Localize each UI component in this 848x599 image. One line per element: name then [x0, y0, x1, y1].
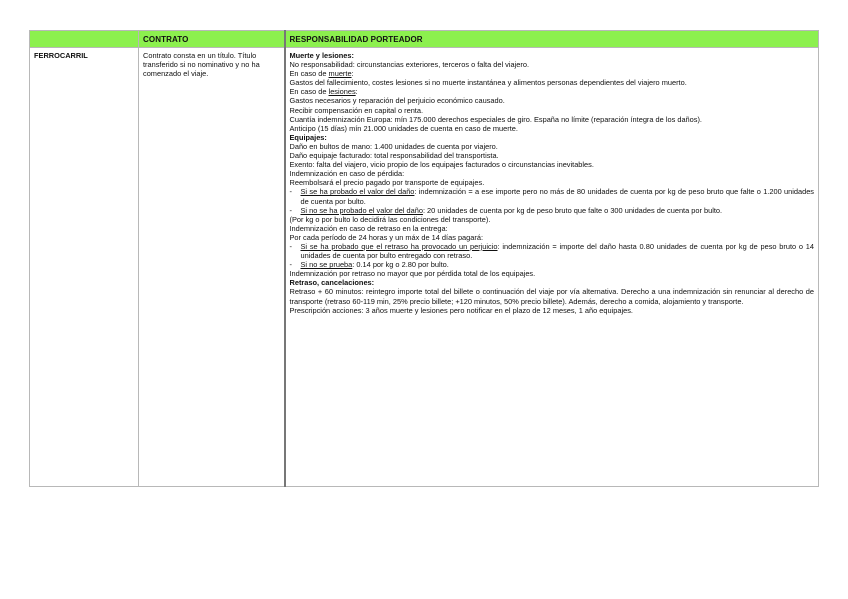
list-item-text: [301, 242, 815, 260]
text-cuantia-indemnizacion: Cuantía indemnización Europa: mín 175.000 derechos especiales de giro. España no límite (reparación íntegra de los daños).: [289, 114, 702, 124]
text-reembolsara: Reembolsará el precio pagado por transporte de equipajes.: [289, 178, 485, 188]
text-por-kg: (Por kg o por bulto lo decidirá las condiciones del transporte).: [289, 214, 491, 224]
list-item: [290, 260, 815, 269]
text-recibir-compensacion: Recibir compensación en capital o renta.: [289, 105, 424, 115]
text-en-caso-de: En caso de: [289, 69, 329, 79]
text-no-responsabilidad: No responsabilidad: circunstancias exteriores, terceros o falta del viajero.: [289, 60, 529, 70]
responsibility-table: [29, 30, 819, 487]
list-item-text: [301, 260, 815, 269]
header-row: [30, 31, 819, 48]
text-rest: : indemnización = a ese importe pero no más de 80 unidades de cuenta por kg de peso bruto que falte o 1.200 unidades de cuenta por bulto.: [300, 187, 814, 206]
text-dano-bultos: Daño en bultos de mano: 1.400 unidades de cuenta por viajero.: [289, 141, 498, 151]
text-colon: :: [351, 69, 354, 79]
text-dano-facturado: Daño equipaje facturado: total responsabilidad del transportista.: [289, 151, 499, 161]
header-contrato: CONTRATO: [139, 31, 285, 48]
text-por-cada: Por cada período de 24 horas y un máx de 14 días pagará:: [289, 232, 484, 242]
text-indem-retraso: Indemnización en caso de retraso en la entrega:: [289, 223, 448, 233]
heading-retraso-cancelaciones: Retraso, cancelaciones:: [289, 278, 375, 288]
text-gastos-necesarios: Gastos necesarios y reparación del perjuicio económico causado.: [289, 96, 505, 106]
list-item: [290, 187, 815, 205]
dash-bullet: -: [289, 205, 292, 215]
list-item-text: [301, 187, 815, 205]
text-underlined: Si no se ha probado el valor del daño: [300, 205, 423, 215]
dash-bullet: -: [289, 187, 292, 197]
text-en-caso-de: En caso de: [289, 87, 329, 97]
text-colon: :: [355, 87, 358, 97]
dash-bullet: -: [289, 260, 292, 270]
heading-muerte-lesiones: Muerte y lesiones:: [289, 51, 354, 60]
text-lesiones-underlined: lesiones: [328, 87, 356, 97]
row-title-ferrocarril: FERROCARRIL: [30, 48, 139, 487]
text-underlined: Si no se prueba: [300, 260, 353, 270]
text-en-caso-muerte: [290, 69, 815, 78]
text-underlined: Si se ha probado el valor del daño: [300, 187, 415, 197]
header-empty: [30, 31, 139, 48]
responsabilidad-cell: [285, 48, 819, 487]
list-item: [290, 206, 815, 215]
text-anticipo: Anticipo (15 días) mín 21.000 unidades de cuenta en caso de muerte.: [289, 123, 518, 133]
list-item: [290, 242, 815, 260]
text-gastos-fallecimiento: Gastos del fallecimiento, costes lesiones si no muerte instantánea y alimentos personas dependientes del viajero muerto.: [289, 78, 687, 88]
text-rest: : indemnización = importe del daño hasta 0.80 unidades de cuenta por kg de peso bruto o 14 unidades de cuenta por bulto entregado con retraso.: [300, 241, 814, 261]
dash-bullet: -: [289, 241, 292, 251]
text-indem-no-mayor: Indemnización por retraso no mayor que por pérdida total de los equipajes.: [289, 269, 536, 279]
text-rest: : 0.14 por kg o 2.80 por bulto.: [352, 260, 449, 270]
contrato-cell: Contrato consta en un título. Título transferido si no nominativo y no ha comenzado el viaje.: [139, 48, 285, 487]
heading-equipajes: Equipajes:: [289, 132, 327, 142]
table-row: [30, 48, 819, 487]
text-underlined: Si se ha probado que el retraso ha provocado un perjuicio: [300, 241, 498, 251]
list-item-text: [301, 206, 815, 215]
text-en-caso-lesiones: [290, 87, 815, 96]
text-rest: : 20 unidades de cuenta por kg de peso bruto que falte o 300 unidades de cuenta por bulto.: [422, 205, 723, 215]
text-indem-perdida: Indemnización en caso de pérdida:: [289, 169, 405, 179]
header-responsabilidad: RESPONSABILIDAD PORTEADOR: [285, 31, 819, 48]
text-prescripcion: Prescripción acciones: 3 años muerte y lesiones pero notificar en el plazo de 12 meses, 1 año equipajes.: [289, 305, 633, 315]
text-muerte-underlined: muerte: [328, 69, 352, 79]
text-retraso: Retraso + 60 minutos: reintegro importe total del billete o continuación del viaje por vía alternativa. Derecho a una indemnización sin renunciar al derecho de transporte (retraso 60-119 min, 25% precio billete; +120 minutos, 50% precio billete). Además, derecho a comida, alojamiento y transporte.: [289, 287, 814, 306]
text-exento: Exento: falta del viajero, vicio propio de los equipajes facturados o circunstancias inevitables.: [289, 160, 594, 170]
